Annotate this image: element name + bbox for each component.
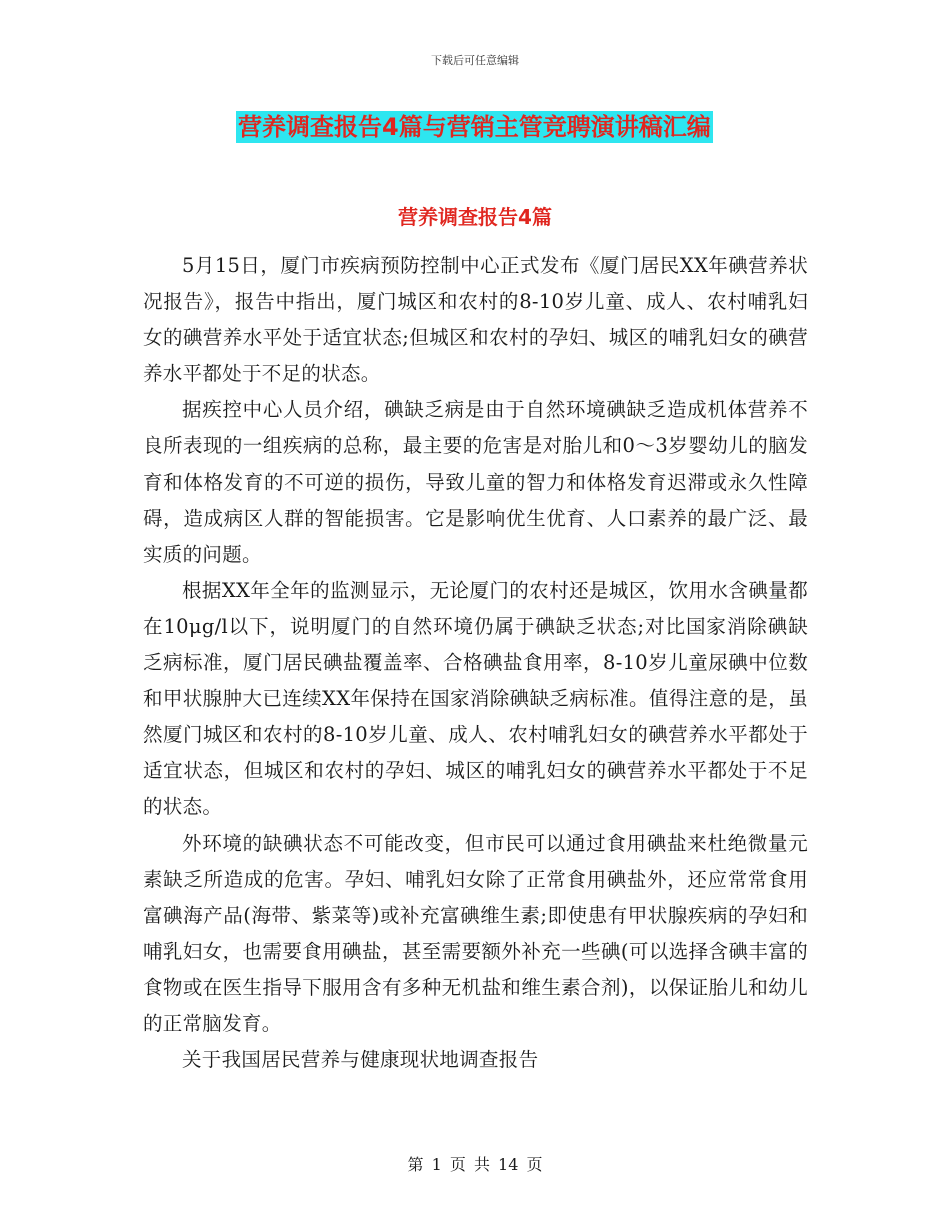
section-title: 营养调查报告4篇 <box>398 205 552 229</box>
paragraph: 根据XX年全年的监测显示，无论厦门的农村还是城区，饮用水含碘量都在10μg/l以下，说明厦门的自然环境仍属于碘缺乏状态;对比国家消除碘缺乏病标准，厦门居民碘盐覆盖率、合格碘盐食用率，8-10岁儿童尿碘中位数和甲状腺肿大已连续XX年保持在国家消除碘缺乏病标准。值得注意的是，虽然厦门城区和农村的8-10岁儿童、成人、农村哺乳妇女的碘营养水平都处于适宜状态，但城区和农村的孕妇、城区的哺乳妇女的碘营养水平都处于不足的状态。 <box>143 578 808 819</box>
header-note: 下载后可任意编辑 <box>431 54 519 67</box>
body-text <box>143 248 808 1078</box>
paragraph: 据疾控中心人员介绍，碘缺乏病是由于自然环境碘缺乏造成机体营养不良所表现的一组疾病的总称，最主要的危害是对胎儿和0～3岁婴幼儿的脑发育和体格发育的不可逆的损伤，导致儿童的智力和体格发育迟滞或永久性障碍，造成病区人群的智能损害。它是影响优生优育、人口素养的最广泛、最实质的问题。 <box>143 398 808 566</box>
paragraph: 外环境的缺碘状态不可能改变，但市民可以通过食用碘盐来杜绝微量元素缺乏所造成的危害。孕妇、哺乳妇女除了正常食用碘盐外，还应常常食用富碘海产品(海带、紫菜等)或补充富碘维生素;即使患有甲状腺疾病的孕妇和哺乳妇女，也需要食用碘盐，甚至需要额外补充一些碘(可以选择含碘丰富的食物或在医生指导下服用含有多种无机盐和维生素合剂)，以保证胎儿和幼儿的正常脑发育。 <box>143 831 808 1035</box>
paragraph: 5月15日，厦门市疾病预防控制中心正式发布《厦门居民XX年碘营养状况报告》，报告中指出，厦门城区和农村的8-10岁儿童、成人、农村哺乳妇女的碘营养水平处于适宜状态;但城区和农村的孕妇、城区的哺乳妇女的碘营养水平都处于不足的状态。 <box>143 254 808 386</box>
paragraph: 关于我国居民营养与健康现状地调查报告 <box>182 1048 539 1072</box>
document-title: 营养调查报告4篇与营销主管竞聘演讲稿汇编 <box>238 113 711 141</box>
page-number: 第 1 页 共 14 页 <box>407 1155 543 1174</box>
